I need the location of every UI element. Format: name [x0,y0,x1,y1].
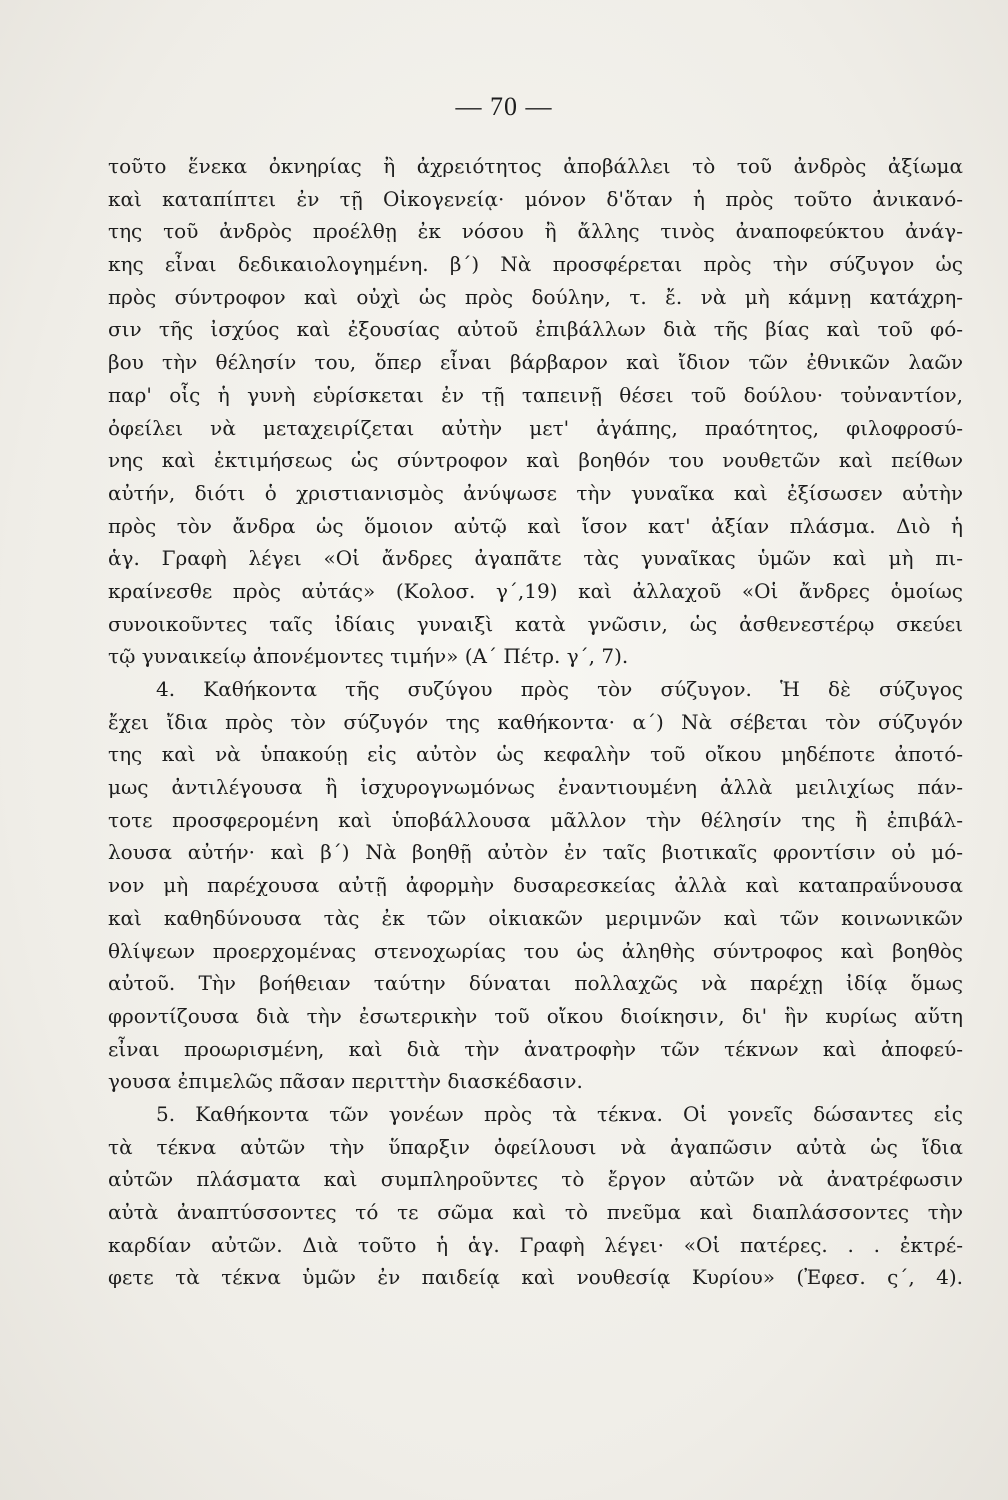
text-line: νης καὶ ἐκτιμήσεως ὡς σύντροφον καὶ βοηθόν του νουθετῶν καὶ πείθων [108,448,963,473]
text-line: γουσα ἐπιμελῶς πᾶσαν περιττὴν διασκέδασιν. [108,1069,583,1094]
text-line: φετε τὰ τέκνα ὑμῶν ἐν παιδείᾳ καὶ νουθεσίᾳ Κυρίου» (Ἐφεσ. ς΄, 4). [108,1265,963,1290]
text-line: αὐτοῦ. Τὴν βοήθειαν ταύτην δύναται πολλαχῶς νὰ παρέχῃ ἰδίᾳ ὅμως [108,971,963,996]
text-line: φροντίζουσα διὰ τὴν ἐσωτερικὴν τοῦ οἴκου διοίκησιν, δι' ἣν κυρίως αὕτη [108,1003,963,1028]
text-line: παρ' οἷς ἡ γυνὴ εὑρίσκεται ἐν τῇ ταπεινῇ θέσει τοῦ δούλου· τοὐναντίον, [108,382,963,407]
text-line: νον μὴ παρέχουσα αὐτῇ ἀφορμὴν δυσαρεσκείας ἀλλὰ καὶ καταπραΰνουσα [108,873,963,898]
text-line: τοτε προσφερομένη καὶ ὑποβάλλουσα μᾶλλον τὴν θέλησίν της ἢ ἐπιβάλ- [108,807,963,832]
text-line: πρὸς τὸν ἄνδρα ὡς ὅμοιον αὐτῷ καὶ ἴσον κατ' ἀξίαν πλάσμα. Διὸ ἡ [108,513,963,538]
text-line: σιν τῆς ἰσχύος καὶ ἐξουσίας αὐτοῦ ἐπιβάλλων διὰ τῆς βίας καὶ τοῦ φό- [108,317,963,342]
text-line: τὰ τέκνα αὐτῶν τὴν ὕπαρξιν ὀφείλουσι νὰ ἀγαπῶσιν αὐτὰ ὡς ἴδια [108,1134,963,1159]
text-line: της καὶ νὰ ὑπακούῃ εἰς αὐτὸν ὡς κεφαλὴν τοῦ οἴκου μηδέποτε ἀποτό- [108,742,963,767]
text-line: αὐτῶν πλάσματα καὶ συμπληροῦντες τὸ ἔργον αὐτῶν νὰ ἀνατρέφωσιν [108,1167,963,1192]
text-line: κης εἶναι δεδικαιολογημένη. β΄) Νὰ προσφέρεται πρὸς τὴν σύζυγον ὡς [108,252,963,277]
text-line: ἔχει ἴδια πρὸς τὸν σύζυγόν της καθήκοντα· α΄) Νὰ σέβεται τὸν σύζυγόν [108,709,963,734]
text-line: θλίψεων προερχομένας στενοχωρίας του ὡς ἀληθὴς σύντροφος καὶ βοηθὸς [108,938,963,963]
text-line: αὐτήν, διότι ὁ χριστιανισμὸς ἀνύψωσε τὴν γυναῖκα καὶ ἐξίσωσεν αὐτὴν [108,480,963,505]
text-line: ἁγ. Γραφὴ λέγει «Οἱ ἄνδρες ἀγαπᾶτε τὰς γυναῖκας ὑμῶν καὶ μὴ πι- [108,546,963,571]
section-heading-5: 5. Καθήκοντα τῶν γονέων πρὸς τὰ τέκνα. Οἱ γονεῖς δώσαντες εἰς [156,1101,963,1126]
text-line: λουσα αὐτήν· καὶ β΄) Νὰ βοηθῇ αὐτὸν ἐν ταῖς βιοτικαῖς φροντίσιν οὐ μό- [108,840,963,865]
text-line: της τοῦ ἀνδρὸς προέλθῃ ἐκ νόσου ἢ ἄλλης τινὸς ἀναποφεύκτου ἀνάγ- [108,219,963,244]
text-line: καὶ καθηδύνουσα τὰς ἐκ τῶν οἰκιακῶν μεριμνῶν καὶ τῶν κοινωνικῶν [108,905,963,930]
text-line: πρὸς σύντροφον καὶ οὐχὶ ὡς πρὸς δούλην, τ. ἔ. νὰ μὴ κάμνῃ κατάχρη- [108,284,963,309]
section-heading-4: 4. Καθήκοντα τῆς συζύγου πρὸς τὸν σύζυγον. Ἡ δὲ σύζυγος [156,677,963,701]
text-line: αὐτὰ ἀναπτύσσοντες τό τε σῶμα καὶ τὸ πνεῦμα καὶ διαπλάσσοντες τὴν [108,1200,963,1224]
text-line: καρδίαν αὐτῶν. Διὰ τοῦτο ἡ ἁγ. Γραφὴ λέγει· «Οἱ πατέρες. . . ἐκτρέ- [108,1232,963,1257]
text-line: καὶ καταπίπτει ἐν τῇ Οἰκογενείᾳ· μόνον δ'ὅταν ἡ πρὸς τοῦτο ἀνικανό- [108,186,963,211]
text-line: ὀφείλει νὰ μεταχειρίζεται αὐτὴν μετ' ἀγάπης, πραότητος, φιλοφροσύ- [108,415,963,440]
text-line: κραίνεσθε πρὸς αὐτάς» (Κολοσ. γ΄,19) καὶ ἀλλαχοῦ «Οἱ ἄνδρες ὁμοίως [108,578,963,603]
page-number: — 70 — [455,92,553,121]
text-line: τῷ γυναικείῳ ἀπονέμοντες τιμήν» (Α΄ Πέτρ. γ΄, 7). [108,644,629,669]
text-line: βου τὴν θέλησίν του, ὅπερ εἶναι βάρβαρον καὶ ἴδιον τῶν ἐθνικῶν λαῶν [108,350,963,375]
text-line: συνοικοῦντες ταῖς ἰδίαις γυναιξὶ κατὰ γνῶσιν, ὡς ἀσθενεστέρῳ σκεύει [108,611,963,636]
body-text [108,150,963,1294]
text-line: τοῦτο ἕνεκα ὀκνηρίας ἢ ἀχρειότητος ἀποβάλλει τὸ τοῦ ἀνδρὸς ἀξίωμα [108,154,963,178]
text-line: εἶναι προωρισμένη, καὶ διὰ τὴν ἀνατροφὴν τῶν τέκνων καὶ ἀποφεύ- [108,1036,963,1061]
text-line: μως ἀντιλέγουσα ἢ ἰσχυρογνωμόνως ἐναντιουμένη ἀλλὰ μειλιχίως πάν- [108,775,963,800]
